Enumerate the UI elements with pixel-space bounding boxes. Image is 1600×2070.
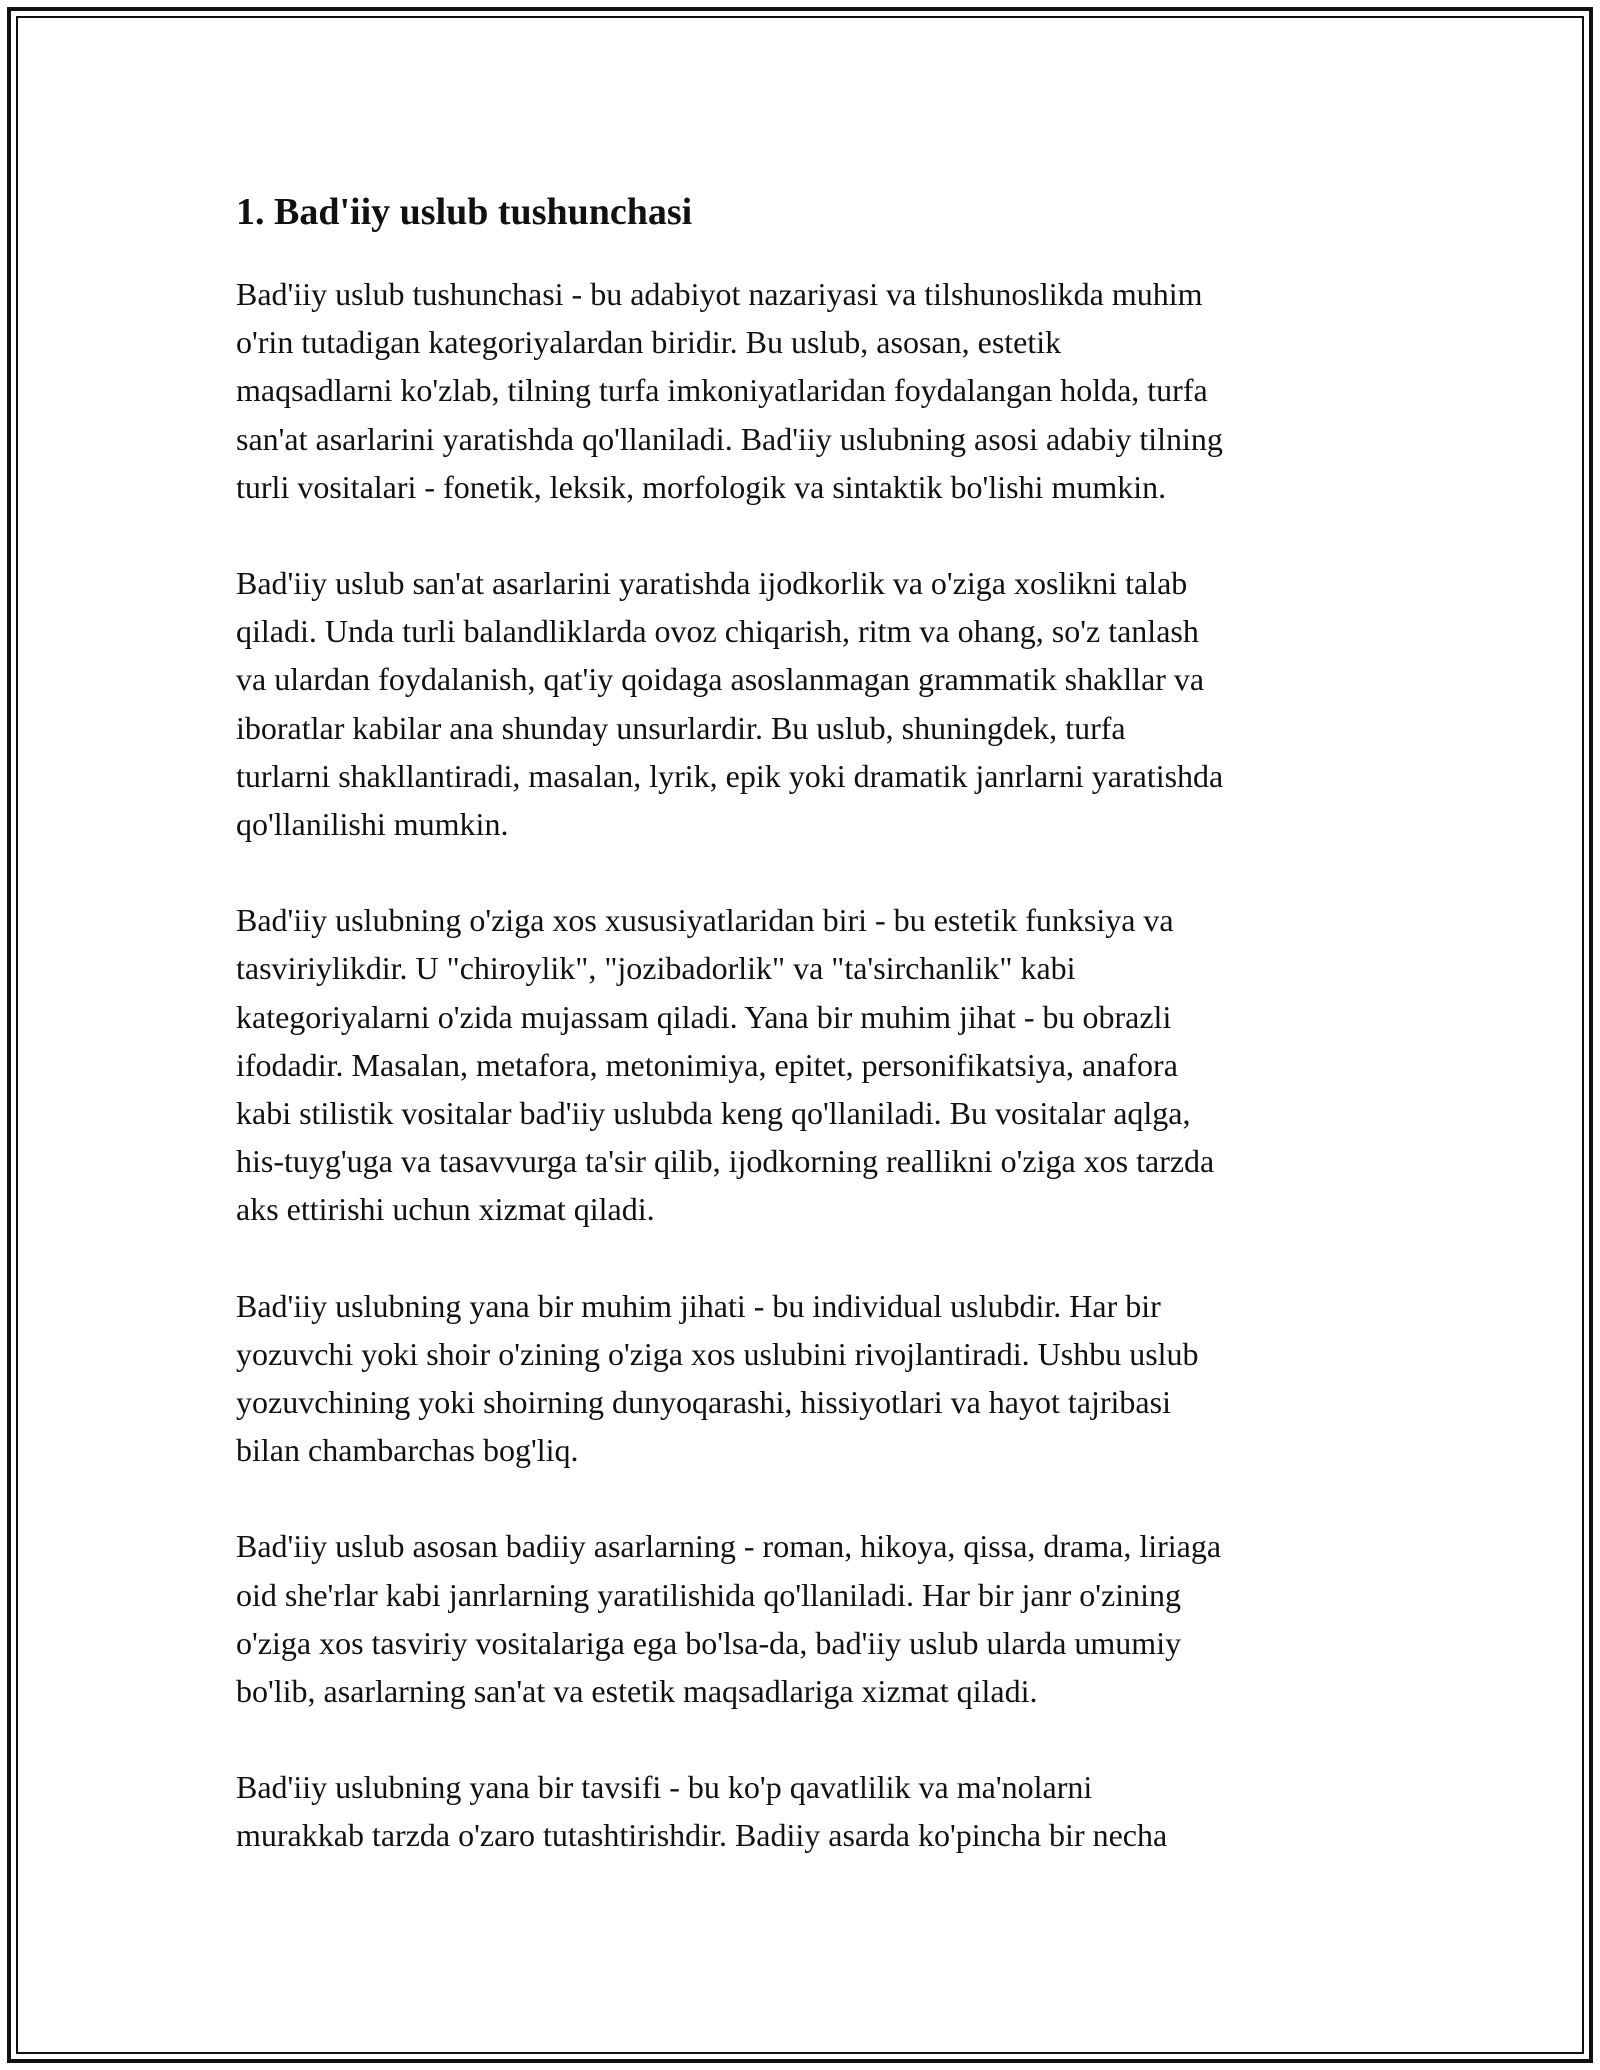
paragraph-2 — [236, 559, 1376, 848]
paragraph-5 — [236, 1522, 1376, 1715]
text-line: bo'lib, asarlarning san'at va estetik maqsadlariga xizmat qiladi. — [236, 1673, 1038, 1710]
text-line: iboratlar kabilar ana shunday unsurlardir. Bu uslub, shuningdek, turfa — [236, 709, 1126, 746]
text-line: yozuvchining yoki shoirning dunyoqarashi, hissiyotlari va hayot tajribasi — [236, 1384, 1171, 1421]
text-line: kategoriyalarni o'zida mujassam qiladi. Yana bir muhim jihat - bu obrazli — [236, 998, 1172, 1035]
text-line: kabi stilistik vositalar bad'iiy uslubda keng qo'llaniladi. Bu vositalar aqlga, — [236, 1095, 1191, 1132]
text-line: bilan chambarchas bog'liq. — [236, 1432, 579, 1469]
text-line: Bad'iiy uslub san'at asarlarini yaratishda ijodkorlik va o'ziga xoslikni talab — [236, 565, 1188, 602]
text-line: oid she'rlar kabi janrlarning yaratilishida qo'llaniladi. Har bir janr o'zining — [236, 1576, 1182, 1613]
text-line: turlarni shakllantiradi, masalan, lyrik, epik yoki dramatik janrlarni yaratishda — [236, 757, 1224, 794]
paragraph-6 — [236, 1763, 1376, 1859]
paragraph-1 — [236, 270, 1376, 511]
text-line: murakkab tarzda o'zaro tutashtirishdir. Badiiy asarda ko'pincha bir necha — [236, 1817, 1168, 1854]
text-line: Bad'iiy uslub tushunchasi - bu adabiyot nazariyasi va tilshunoslikda muhim — [236, 276, 1203, 312]
text-line: tasviriylikdir. U "chiroylik", "jozibadorlik" va "ta'sirchanlik" kabi — [236, 950, 1076, 987]
text-line: Bad'iiy uslub asosan badiiy asarlarning - roman, hikoya, qissa, drama, liriaga — [236, 1528, 1222, 1565]
paragraph-3 — [236, 896, 1376, 1233]
text-line: o'ziga xos tasviriy vositalariga ega bo'lsa-da, bad'iiy uslub ularda umumiy — [236, 1624, 1182, 1661]
text-line: qiladi. Unda turli balandliklarda ovoz chiqarish, ritm va ohang, so'z tanlash — [236, 613, 1199, 650]
text-line: aks ettirishi uchun xizmat qiladi. — [236, 1191, 655, 1228]
text-line: Bad'iiy uslubning yana bir muhim jihati - bu individual uslubdir. Har bir — [236, 1287, 1161, 1324]
text-line: san'at asarlarini yaratishda qo'llaniladi. Bad'iiy uslubning asosi adabiy tilning — [236, 420, 1223, 457]
text-line: maqsadlarni ko'zlab, tilning turfa imkoniyatlaridan foydalangan holda, turfa — [236, 372, 1208, 409]
document-body — [236, 186, 1376, 1860]
text-line: ifodadir. Masalan, metafora, metonimiya, epitet, personifikatsiya, anafora — [236, 1046, 1178, 1083]
section-heading: 1. Bad'iiy uslub tushunchasi — [236, 191, 693, 233]
text-line: turli vositalari - fonetik, leksik, morfologik va sintaktik bo'lishi mumkin. — [236, 468, 1167, 505]
text-line: Bad'iiy uslubning yana bir tavsifi - bu ko'p qavatlilik va ma'nolarni — [236, 1769, 1093, 1806]
text-line: qo'llanilishi mumkin. — [236, 806, 509, 843]
paragraph-4 — [236, 1282, 1376, 1475]
text-line: va ulardan foydalanish, qat'iy qoidaga asoslanmagan grammatik shakllar va — [236, 661, 1205, 698]
text-line: o'rin tutadigan kategoriyalardan biridir. Bu uslub, asosan, estetik — [236, 324, 1062, 361]
text-line: Bad'iiy uslubning o'ziga xos xususiyatlaridan biri - bu estetik funksiya va — [236, 902, 1174, 939]
text-line: his-tuyg'uga va tasavvurga ta'sir qilib, ijodkorning reallikni o'ziga xos tarzda — [236, 1143, 1215, 1180]
text-line: yozuvchi yoki shoir o'zining o'ziga xos uslubini rivojlantiradi. Ushbu uslub — [236, 1335, 1199, 1372]
